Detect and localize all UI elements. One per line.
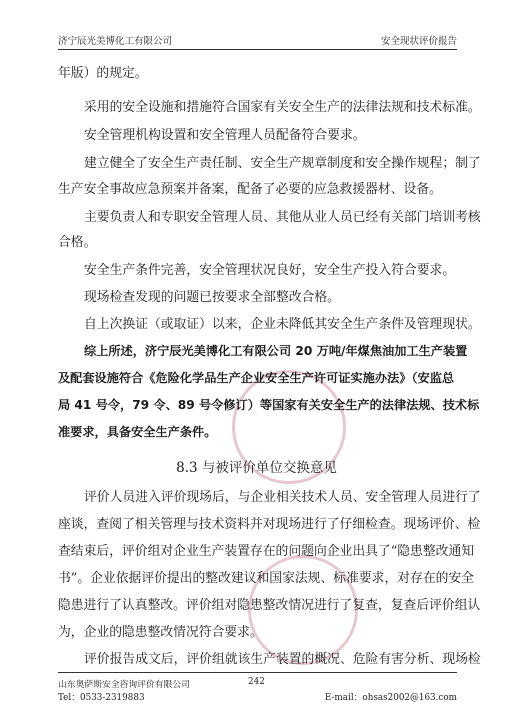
body-paragraph: 现场检查发现的问题已按要求全部整改合格。 <box>84 290 340 305</box>
body-paragraph: 自上次换证（或取证）以来，企业未降低其安全生产条件及管理现状。 <box>84 317 481 332</box>
header-company: 济宁辰光美博化工有限公司 <box>58 36 173 47</box>
footer-tel: Tel：0533-2319883 <box>58 693 145 703</box>
footer-org: 山东奥萨斯安全咨询评价有限公司 <box>58 680 190 690</box>
page-number: 242 <box>248 677 265 687</box>
header-rule <box>58 49 457 50</box>
body-line: 合格。 <box>58 235 97 250</box>
exchange-line: 为，企业的隐患整改情况符合要求。 <box>58 625 263 640</box>
body-paragraph: 安全管理机构设置和安全管理人员配备符合要求。 <box>84 128 366 143</box>
conclusion-line: 综上所述，济宁辰光美博化工有限公司 20 万吨/年煤焦油加工生产装置 <box>84 344 468 358</box>
footer-email: E-mail：ohsas2002@163.com <box>324 693 457 703</box>
header-report-title: 安全现状评价报告 <box>380 36 457 47</box>
page-header <box>58 33 457 47</box>
body-paragraph: 评价报告成文后，评价组就该生产装置的概况、危险有害分析、现场检 <box>84 652 481 667</box>
footer-rule <box>58 672 457 673</box>
exchange-line: 隐患进行了认真整改。评价组对隐患整改情况进行了复查，复查后评价组认 <box>58 598 481 613</box>
footer-row-1 <box>58 677 457 689</box>
footer-row-2 <box>58 690 457 702</box>
body-paragraph: 采用的安全设施和措施符合国家有关安全生产的法律法规和技术标准。 <box>84 100 481 115</box>
conclusion-line: 局 41 号令，79 令、89 号令修订）等国家有关安全生产的法律法规、技术标 <box>58 398 480 412</box>
exchange-line: 座谈，查阅了相关管理与技术资料并对现场进行了仔细检查。现场评价、检 <box>58 517 481 532</box>
exchange-line: 书”。企业依据评价提出的整改建议和国家法规、标准要求，对存在的安全 <box>58 571 475 586</box>
conclusion-line: 及配套设施符合《危险化学品生产企业安全生产许可证实施办法》（安监总 <box>58 371 455 385</box>
body-paragraph: 建立健全了安全生产责任制、安全生产规章制度和安全操作规程；制了 <box>84 156 481 171</box>
exchange-line: 评价人员进入评价现场后，与企业相关技术人员、安全管理人员进行了 <box>84 490 481 505</box>
body-line: 年版）的规定。 <box>58 66 148 81</box>
section-heading: 8.3 与被评价单位交换意见 <box>176 460 337 476</box>
body-paragraph: 主要负责人和专职安全管理人员、其他从业人员已经有关部门培训考核 <box>84 210 481 225</box>
exchange-line: 查结束后，评价组对企业生产装置存在的问题向企业出具了“隐患整改通知 <box>58 544 475 559</box>
conclusion-line: 准要求，具备安全生产条件。 <box>58 425 217 439</box>
body-line: 生产安全事故应急预案并备案，配备了必要的应急救援器材、设备。 <box>58 182 442 197</box>
body-paragraph: 安全生产条件完善，安全管理状况良好，安全生产投入符合要求。 <box>84 263 456 278</box>
